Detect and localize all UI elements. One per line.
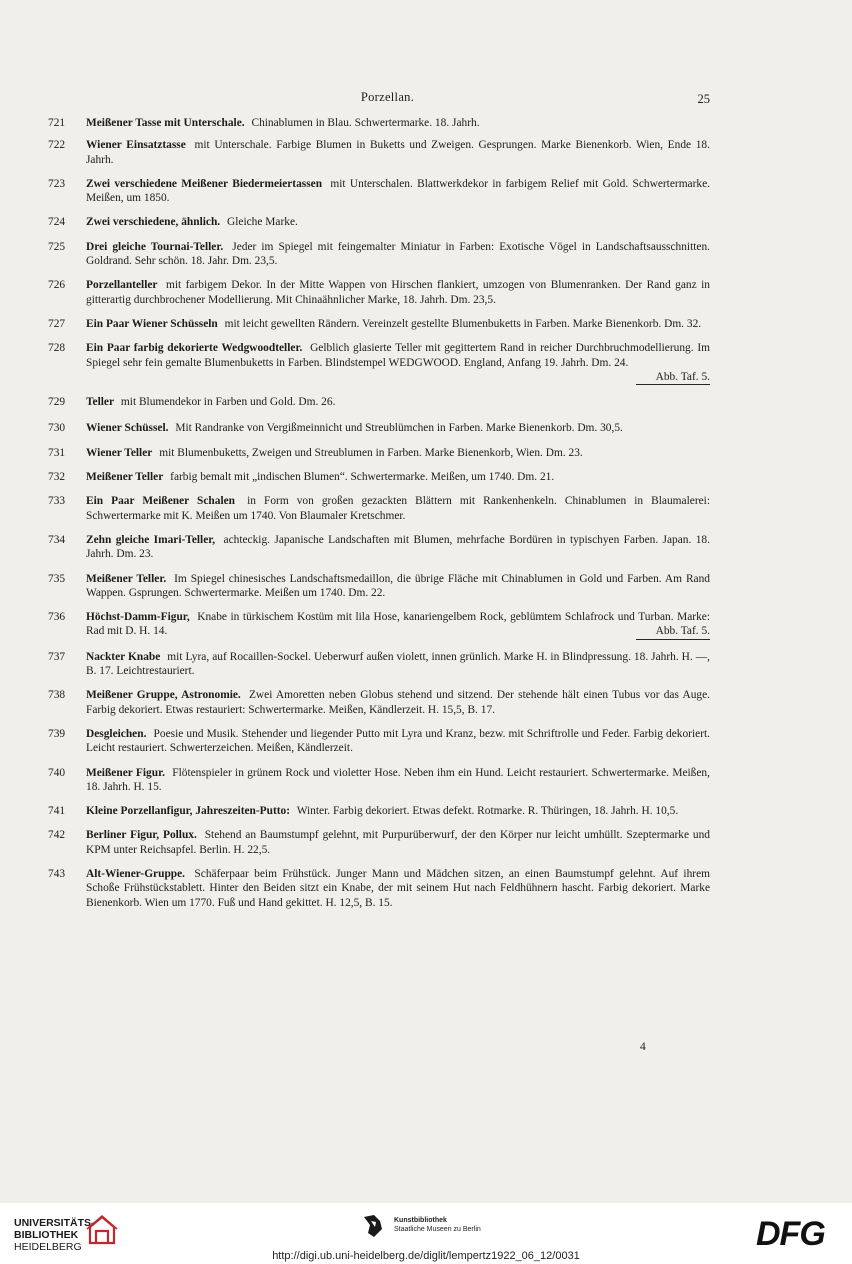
ub-line-3: HEIDELBERG [14,1241,82,1253]
plate-reference: Abb. Taf. 5. [636,624,710,639]
entry-title: Meißener Teller [86,471,164,484]
entry-number: 739 [48,727,66,740]
entry-body [86,572,710,601]
catalog-entry [48,494,710,523]
entry-description: Knabe in türkischem Kostüm mit lila Hose, kanariengelbem Rock, geblümtem Schlafrock und Turban. Marke: Rad mit D. H. 14. [86,611,710,638]
catalog-entry [48,116,710,130]
entry-title: Drei gleiche Tournai-Teller. [86,240,224,253]
entry-number: 732 [48,471,66,484]
viewer-footer [0,1203,852,1264]
catalog-entry [48,610,710,640]
entry-description: Mit Randranke von Vergißmeinnicht und Streublümchen in Farben. Marke Bienenkorb. Dm. 30,5. [175,422,623,435]
entry-description: mit leicht gewellten Rändern. Vereinzelt gestellte Blumenbuketts in Farben. Marke Bienenkorb. Dm. 32. [224,317,702,330]
kb-line-1: Kunstbibliothek [394,1217,447,1224]
entry-body [86,804,710,818]
entry-body [86,341,710,385]
catalog-entry [48,278,710,307]
catalog-entry [48,138,710,167]
entry-body [86,395,710,409]
entry-title: Höchst-Damm-Figur, [86,611,190,624]
entry-title: Zwei verschiedene Meißener Biedermeiertassen [86,177,323,190]
catalog-entry [48,446,710,460]
entry-number: 729 [48,396,66,409]
entry-body [86,533,710,562]
ub-line-2: BIBLIOTHEK [14,1229,79,1241]
catalog-entry [48,470,710,484]
catalog-entry [48,572,710,601]
ub-heidelberg-emblem-icon[interactable] [86,1213,118,1247]
entry-title: Teller [86,396,115,409]
entry-body [86,650,710,679]
entry-number: 740 [48,766,66,779]
section-title: Porzellan. [360,90,415,104]
entry-number: 738 [48,689,66,702]
catalog-entry [48,341,710,385]
sheet-number: 4 [640,1041,646,1053]
catalog-entry [48,215,710,229]
entry-description: Winter. Farbig dekoriert. Etwas defekt. Rotmarke. R. Thüringen, 18. Jahrh. H. 10,5. [296,805,679,818]
catalog-entry [48,828,710,857]
entry-body [86,446,710,460]
entry-description: Schäferpaar beim Frühstück. Junger Mann und Mädchen sitzen, an einen Baumstumpf gelehnt. Auf ihrem Schoße Frühstückstablett. Hinter den Beiden sitzt ein Knabe, der mit seinem Hut nach Feldhühnern hascht. Farbig dekoriert. Marke Bienenkorb. Wien um 1770. Fuß und Hand gekittet. H. 12,5, B. 15. [86,867,710,909]
kunstbibliothek-text [394,1216,481,1234]
entry-title: Zwei verschiedene, ähnlich. [86,216,221,229]
catalog-entries [48,116,710,910]
entry-number: 735 [48,572,66,585]
catalog-entry [48,804,710,818]
entry-title: Nackter Knabe [86,650,161,663]
entry-title: Berliner Figur, Pollux. [86,829,197,842]
entry-body [86,177,710,206]
entry-number: 742 [48,829,66,842]
entry-description: farbig bemalt mit „indischen Blumen“. Schwertermarke. Meißen, um 1740. Dm. 21. [170,471,555,484]
permalink-url[interactable]: http://digi.ub.uni-heidelberg.de/diglit/lempertz1922_06_12/0031 [272,1250,580,1262]
entry-number: 741 [48,805,66,818]
entry-number: 727 [48,317,66,330]
entry-title: Wiener Schüssel. [86,422,169,435]
entry-body [86,727,710,756]
ub-heidelberg-logo-text[interactable] [14,1217,95,1253]
catalog-entry [48,688,710,717]
entry-description: mit Unterschalen. Blattwerkdekor in farbigem Relief mit Gold. Schwertermarke. Meißen, um 1850. [86,177,710,205]
entry-title: Meißener Teller. [86,572,167,585]
entry-title: Porzellanteller [86,279,158,292]
entry-title: Kleine Porzellanfigur, Jahreszeiten-Putto: [86,805,291,818]
entry-title: Meißener Tasse mit Unterschale. [86,117,245,129]
entry-title: Zehn gleiche Imari-Teller, [86,533,216,546]
entry-number: 721 [48,117,66,129]
entry-description: in Form von großen gezackten Blättern mit Rankenhenkeln. Chinablumen in Blaumalerei: Schwertermarke mit K. Meißen um 1740. Von Blaumaler Kretschmer. [86,495,710,522]
entry-description: mit farbigem Dekor. In der Mitte Wappen von Hirschen flankiert, umzogen von Blumenranken. Der Rand ganz in gitterartig durchbrochener Modellierung. Mit Chinaähnlicher Marke, 18. Jahrh. Dm. 23,5. [86,279,710,306]
entry-title: Wiener Teller [86,446,153,459]
entry-number: 722 [48,139,66,152]
entry-number: 725 [48,240,66,253]
dfg-logo[interactable]: DFG [756,1215,825,1253]
entry-description: Stehend an Baumstumpf gelehnt, mit Purpurüberwurf, der den Körper nur leicht umhüllt. Szeptermarke und KPM unter Reichsapfel. Berlin. H. 22,5. [86,829,710,856]
catalog-entry [48,650,710,679]
entry-body [86,470,710,484]
entry-number: 723 [48,177,66,190]
entry-body [86,317,710,331]
entry-body [86,240,710,269]
entry-title: Ein Paar Meißener Schalen [86,495,236,508]
entry-title: Alt-Wiener-Gruppe. [86,867,186,880]
entry-body [86,610,710,640]
catalog-entry [48,727,710,756]
entry-number: 733 [48,495,66,508]
entry-description: mit Blumenbuketts, Zweigen und Streublumen in Farben. Marke Bienenkorb, Wien. Dm. 23. [159,446,583,459]
page-number: 25 [697,92,710,106]
entry-description: Zwei Amoretten neben Globus stehend und sitzend. Der stehende hält einen Tubus vor das Auge. Farbig dekoriert. Etwas restauriert: Schwertermarke. Meißen, Kändlerzeit. H. 15,5, B. 17. [86,689,710,716]
entry-description: Flötenspieler in grünem Rock und violetter Hose. Neben ihm ein Hund. Leicht restauriert. Schwertermarke. Meißen, 18. Jahrh. H. 15. [86,766,710,793]
entry-number: 724 [48,216,66,229]
catalog-entry [48,766,710,795]
entry-title: Ein Paar farbig dekorierte Wedgwoodteller. [86,342,303,355]
entry-body [86,688,710,717]
entry-body [86,494,710,523]
entry-number: 736 [48,611,66,624]
catalog-entry [48,395,710,409]
entry-description: Poesie und Musik. Stehender und liegender Putto mit Lyra und Kranz, bezw. mit Schriftrolle und Feder. Farbig dekoriert. Leicht restauriert. Schwerterzeichen. Meißen, Kändlerzeit. [86,727,710,755]
entry-description: Chinablumen in Blau. Schwertermarke. 18. Jahrh. [251,117,480,129]
entry-body [86,828,710,857]
entry-description: achteckig. Japanische Landschaften mit Blumen, mehrfache Bordüren in typischyen Farben. Japan. 18. Jahrh. Dm. 23. [86,533,710,561]
entry-body [86,138,710,167]
entry-title: Meißener Figur. [86,766,165,779]
entry-number: 731 [48,446,66,459]
entry-number: 730 [48,422,66,435]
entry-description: mit Lyra, auf Rocaillen-Sockel. Ueberwurf außen violett, innen grünlich. Marke H. in Blindpressung. 18. Jahrh. H. —, B. 17. Leichtrestauriert. [86,650,710,678]
entry-body [86,116,710,130]
catalog-entry [48,533,710,562]
entry-description: mit Unterschale. Farbige Blumen in Buketts und Zweigen. Gesprungen. Marke Bienenkorb. Wien, Ende 18. Jahrh. [86,139,710,166]
kb-line-2: Staatliche Museen zu Berlin [394,1226,481,1233]
entry-title: Desgleichen. [86,727,147,740]
entry-description: Im Spiegel chinesisches Landschaftsmedaillon, die übrige Fläche mit Chinablumen in Gold und Farben. Am Rand Wappen. Gsprungen. Schwertermarke. Meißen um 1740. Dm. 22. [86,572,710,599]
entry-title: Wiener Einsatztasse [86,139,186,152]
ub-line-1: UNIVERSITÄTS- [14,1217,95,1229]
entry-description: Jeder im Spiegel mit feingemalter Miniatur in Farben: Exotische Vögel in Landschaftsausschnitten. Goldrand. Sehr schön. 18. Jahr. Dm. 23,5. [86,240,710,268]
entry-description: Gelblich glasierte Teller mit gegittertem Rand in reicher Durchbruchmodellierung. Im Spiegel sehr fein gemalte Blumenbuketts in Farben. Blindstempel WEDGWOOD. England, Anfang 19. Jahrh. Dm. 24. [86,342,710,369]
catalog-entry [48,317,710,331]
entry-body [86,421,710,435]
catalog-entry [48,240,710,269]
entry-number: 743 [48,867,66,880]
plate-reference: Abb. Taf. 5. [636,370,710,385]
entry-title: Meißener Gruppe, Astronomie. [86,689,241,702]
entry-number: 737 [48,650,66,663]
entry-body [86,867,710,910]
entry-description: Gleiche Marke. [227,216,298,229]
entry-number: 734 [48,533,66,546]
catalog-entry [48,421,710,435]
entry-description: mit Blumendekor in Farben und Gold. Dm. 26. [120,396,336,409]
catalog-entry [48,867,710,910]
page-header [0,90,852,108]
entry-body [86,766,710,795]
entry-body [86,215,710,229]
kunstbibliothek-logo-icon[interactable] [362,1213,384,1239]
entry-body [86,278,710,307]
entry-title: Ein Paar Wiener Schüsseln [86,317,218,330]
entry-number: 728 [48,342,66,355]
entry-number: 726 [48,279,66,292]
catalog-entry [48,177,710,206]
